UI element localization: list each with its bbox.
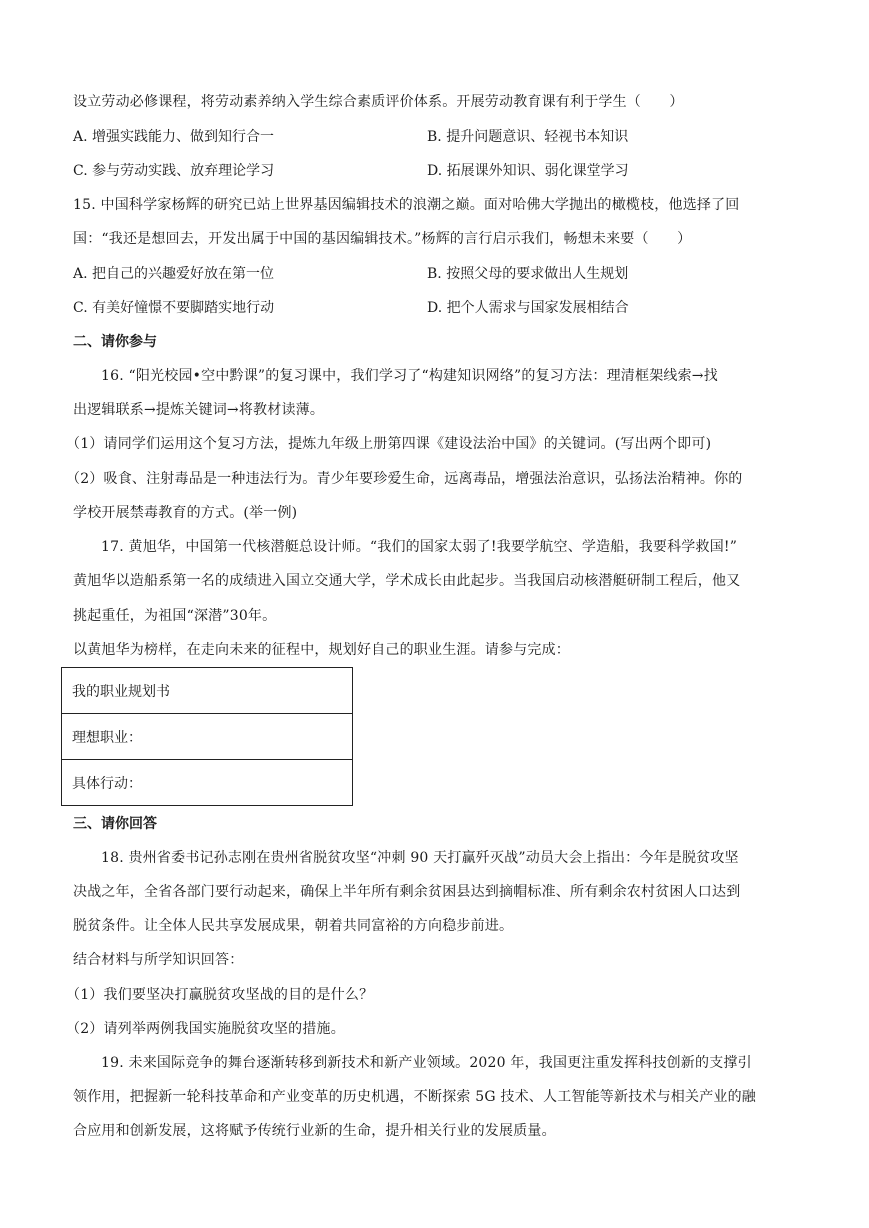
q16-stem-line-2: 出逻辑联系→提炼关键词→将教材读薄。 <box>73 402 325 418</box>
q19-stem-line-2: 领作用，把握新一轮科技革命和产业变革的历史机遇，不断探索 5G 技术、人工智能等新技术与相关产业的融 <box>73 1089 756 1105</box>
section-3-heading: 三、请你回答 <box>73 816 157 832</box>
q16-stem-line-1: 16. “阳光校园•空中黔课”的复习课中，我们学习了“构建知识网络”的复习方法：理清框架线索→找 <box>101 368 718 384</box>
q15-option-b: B. 按照父母的要求做出人生规划 <box>427 266 629 282</box>
q19-stem-line-3: 合应用和创新发展，这将赋予传统行业新的生命，提升相关行业的发展质量。 <box>73 1123 556 1139</box>
q15-option-c: C. 有美好憧憬不要脚踏实地行动 <box>73 300 275 316</box>
table-row <box>62 668 353 714</box>
q18-instruction: 结合材料与所学知识回答： <box>73 952 244 968</box>
q19-stem-line-1: 19. 未来国际竞争的舞台逐渐转移到新技术和新产业领域。2020 年，我国更注重发挥科技创新的支撑引 <box>101 1055 752 1071</box>
q18-sub-question-1: （1）我们要坚决打赢脱贫攻坚战的目的是什么？ <box>66 987 374 1003</box>
q15-stem-line-1: 15. 中国科学家杨辉的研究已站上世界基因编辑技术的浪潮之巅。面对哈佛大学抛出的橄榄枝，他选择了回 <box>73 197 740 213</box>
q17-instruction: 以黄旭华为榜样，在走向未来的征程中，规划好自己的职业生涯。请参与完成： <box>73 642 570 658</box>
q16-sub-question-2-line-1: （2）吸食、注射毒品是一种违法行为。青少年要珍爱生命，远离毒品，增强法治意识，弘扬法治精神。你的 <box>66 471 743 487</box>
q17-stem-line-2: 黄旭华以造船系第一名的成绩进入国立交通大学，学术成长由此起步。当我国启动核潜艇研制工程后，他又 <box>73 573 741 589</box>
q18-stem-line-3: 脱贫条件。让全体人民共享发展成果，朝着共同富裕的方向稳步前进。 <box>73 918 514 934</box>
q14-option-d: D. 拓展课外知识、弱化课堂学习 <box>427 163 629 179</box>
q18-sub-question-2: （2）请列举两例我国实施脱贫攻坚的措施。 <box>66 1021 345 1037</box>
q15-stem-line-2: 国：“我还是想回去，开发出属于中国的基因编辑技术。”杨辉的言行启示我们，畅想未来要（ ） <box>73 231 692 247</box>
career-plan-title-cell: 我的职业规划书 <box>62 668 353 714</box>
career-plan-table <box>61 667 353 806</box>
q15-option-a: A. 把自己的兴趣爱好放在第一位 <box>73 266 275 282</box>
q17-stem-line-3: 挑起重任，为祖国“深潜”30年。 <box>73 608 277 624</box>
q14-stem-line: 设立劳动必修课程，将劳动素养纳入学生综合素质评价体系。开展劳动教育课有利于学生（ ） <box>73 94 684 110</box>
q15-option-d: D. 把个人需求与国家发展相结合 <box>427 300 629 316</box>
ideal-career-cell[interactable]: 理想职业： <box>62 714 353 760</box>
concrete-actions-cell[interactable]: 具体行动： <box>62 760 353 806</box>
table-row <box>62 714 353 760</box>
q18-stem-line-2: 决战之年，全省各部门要行动起来，确保上半年所有剩余贫困县达到摘帽标准、所有剩余农村贫困人口达到 <box>73 884 741 900</box>
q17-stem-line-1: 17. 黄旭华，中国第一代核潜艇总设计师。“我们的国家太弱了!我要学航空、学造船，我要科学救国!” <box>101 539 738 555</box>
q16-sub-question-2-line-2: 学校开展禁毒教育的方式。(举一例) <box>73 505 298 521</box>
section-2-heading: 二、请你参与 <box>73 334 157 350</box>
q14-option-a: A. 增强实践能力、做到知行合一 <box>73 129 275 145</box>
q18-stem-line-1: 18. 贵州省委书记孙志刚在贵州省脱贫攻坚“冲刺 90 天打赢歼灭战”动员大会上指出：今年是脱贫攻坚 <box>101 850 739 866</box>
q14-option-b: B. 提升问题意识、轻视书本知识 <box>427 129 629 145</box>
table-row <box>62 760 353 806</box>
q14-option-c: C. 参与劳动实践、放弃理论学习 <box>73 163 275 179</box>
q16-sub-question-1: （1）请同学们运用这个复习方法，提炼九年级上册第四课《建设法治中国》的关键词。(写出两个即可) <box>66 436 712 452</box>
